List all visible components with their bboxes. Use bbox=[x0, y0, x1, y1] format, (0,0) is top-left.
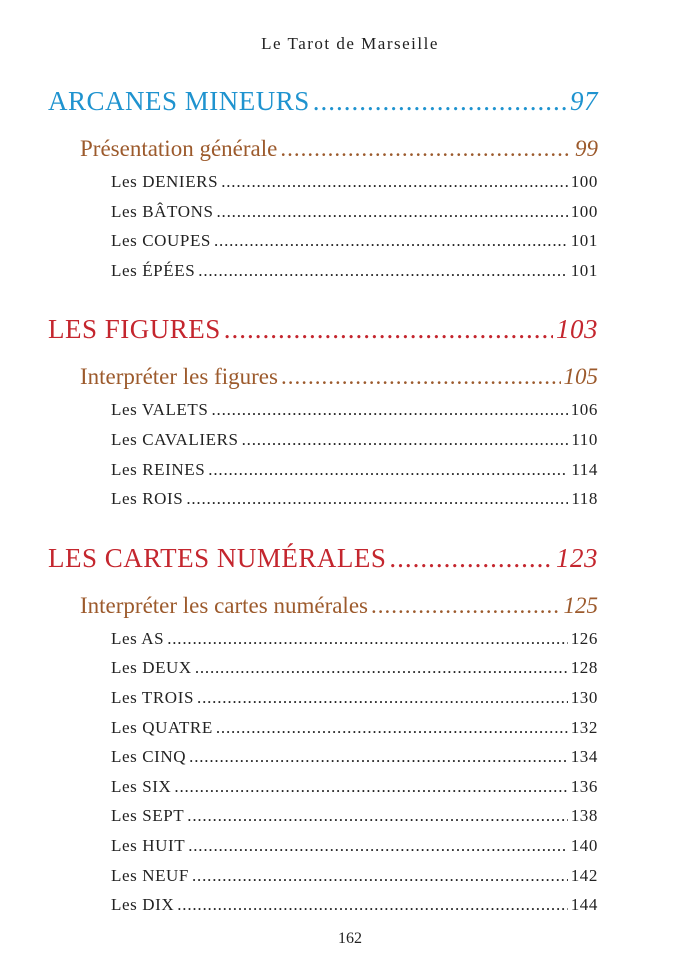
entry-title: Les DENIERS bbox=[111, 172, 219, 191]
entry-title: Les QUATRE bbox=[111, 717, 213, 737]
entry-title: Les CINQ bbox=[111, 747, 187, 767]
dot-leader bbox=[177, 895, 567, 915]
toc-entry-rois[interactable] bbox=[48, 489, 598, 519]
toc-entry-coupes[interactable] bbox=[48, 231, 598, 261]
entry-page-number: 110 bbox=[571, 429, 598, 449]
toc-entry-huit[interactable] bbox=[48, 836, 598, 866]
toc-entry-cavaliers[interactable] bbox=[48, 430, 598, 460]
entry-title: Les REINES bbox=[111, 459, 206, 479]
toc-entry-dix[interactable] bbox=[48, 895, 598, 925]
entry-title: Les ÉPÉES bbox=[111, 260, 196, 280]
dot-leader bbox=[197, 688, 568, 708]
dot-leader bbox=[211, 400, 567, 420]
entry-page-number: 101 bbox=[570, 231, 598, 251]
entry-page-number: 106 bbox=[570, 400, 598, 420]
dot-leader bbox=[187, 806, 567, 826]
dot-leader bbox=[371, 593, 561, 619]
part-page-number: 103 bbox=[556, 314, 598, 345]
part-page-number: 97 bbox=[570, 86, 598, 116]
entry-page-number: 140 bbox=[570, 835, 598, 855]
entry-title: Les BÂTONS bbox=[111, 201, 214, 221]
toc-entry-as[interactable] bbox=[48, 629, 598, 659]
dot-leader bbox=[216, 718, 568, 738]
toc-entry-reines[interactable] bbox=[48, 460, 598, 490]
entry-page-number: 142 bbox=[570, 865, 598, 885]
entry-page-number: 132 bbox=[570, 717, 598, 737]
dot-leader bbox=[198, 261, 567, 281]
page-number: 162 bbox=[338, 930, 362, 947]
entry-page-number: 100 bbox=[570, 172, 598, 191]
dot-leader bbox=[217, 202, 568, 222]
dot-leader bbox=[186, 489, 568, 509]
entry-page-number: 134 bbox=[570, 747, 598, 767]
toc-chapter-presentation-generale[interactable] bbox=[48, 136, 598, 172]
entry-page-number: 118 bbox=[571, 489, 598, 509]
part-title: LES FIGURES bbox=[48, 314, 221, 345]
toc-entry-deux[interactable] bbox=[48, 658, 598, 688]
entry-title: Les NEUF bbox=[111, 865, 189, 885]
dot-leader bbox=[242, 430, 569, 450]
dot-leader bbox=[189, 747, 568, 767]
dot-leader bbox=[281, 364, 561, 390]
entry-title: Les SIX bbox=[111, 776, 172, 796]
entry-title: Les TROIS bbox=[111, 687, 195, 707]
dot-leader bbox=[389, 543, 553, 574]
toc-chapter-interpreter-les-cartes-numerales[interactable] bbox=[48, 593, 598, 629]
part-page-number: 123 bbox=[556, 542, 598, 573]
dot-leader bbox=[167, 629, 567, 649]
entry-page-number: 130 bbox=[570, 687, 598, 707]
dot-leader bbox=[224, 314, 553, 345]
toc-entry-epees[interactable] bbox=[48, 261, 598, 291]
toc-entry-batons[interactable] bbox=[48, 202, 598, 232]
dot-leader bbox=[195, 658, 568, 678]
toc-part-les-cartes-numerales[interactable] bbox=[48, 543, 598, 583]
chapter-title: Présentation générale bbox=[80, 136, 278, 161]
entry-title: Les SEPT bbox=[111, 806, 185, 826]
running-head: Le Tarot de Marseille bbox=[261, 34, 439, 53]
entry-title: Les DIX bbox=[111, 895, 175, 915]
dot-leader bbox=[280, 136, 572, 162]
entry-title: Les ROIS bbox=[111, 489, 184, 509]
dot-leader bbox=[192, 866, 568, 886]
entry-page-number: 126 bbox=[570, 628, 598, 648]
dot-leader bbox=[188, 836, 567, 856]
toc-chapter-interpreter-les-figures[interactable] bbox=[48, 364, 598, 400]
entry-title: Les CAVALIERS bbox=[111, 429, 239, 449]
toc-entry-valets[interactable] bbox=[48, 400, 598, 430]
dot-leader bbox=[313, 86, 567, 117]
toc-part-les-figures[interactable] bbox=[48, 314, 598, 354]
entry-page-number: 144 bbox=[570, 895, 598, 915]
entry-page-number: 128 bbox=[570, 658, 598, 678]
part-title: LES CARTES NUMÉRALES bbox=[48, 542, 387, 573]
entry-page-number: 114 bbox=[571, 459, 598, 479]
toc-entry-sept[interactable] bbox=[48, 806, 598, 836]
toc-entry-deniers[interactable] bbox=[48, 172, 598, 202]
toc-entry-neuf[interactable] bbox=[48, 866, 598, 896]
entry-title: Les DEUX bbox=[111, 658, 192, 678]
toc-entry-cinq[interactable] bbox=[48, 747, 598, 777]
toc-part-arcanes-mineurs[interactable] bbox=[48, 86, 598, 126]
entry-page-number: 101 bbox=[570, 260, 598, 280]
toc-entry-six[interactable] bbox=[48, 777, 598, 807]
entry-title: Les HUIT bbox=[111, 835, 186, 855]
entry-title: Les AS bbox=[111, 628, 165, 648]
toc-entry-quatre[interactable] bbox=[48, 718, 598, 748]
chapter-page-number: 99 bbox=[575, 136, 598, 161]
dot-leader bbox=[214, 231, 568, 251]
entry-page-number: 136 bbox=[570, 776, 598, 796]
entry-title: Les COUPES bbox=[111, 231, 211, 251]
entry-page-number: 138 bbox=[570, 806, 598, 826]
chapter-page-number: 125 bbox=[563, 592, 598, 618]
chapter-title: Interpréter les figures bbox=[80, 364, 278, 390]
toc-entry-trois[interactable] bbox=[48, 688, 598, 718]
entry-page-number: 100 bbox=[570, 201, 598, 221]
dot-leader bbox=[208, 460, 568, 480]
dot-leader bbox=[174, 777, 567, 797]
part-title: ARCANES MINEURS bbox=[48, 86, 310, 116]
entry-title: Les VALETS bbox=[111, 400, 209, 420]
dot-leader bbox=[221, 172, 568, 192]
chapter-title: Interpréter les cartes numérales bbox=[80, 592, 368, 618]
chapter-page-number: 105 bbox=[563, 364, 598, 390]
table-of-contents bbox=[48, 86, 598, 925]
